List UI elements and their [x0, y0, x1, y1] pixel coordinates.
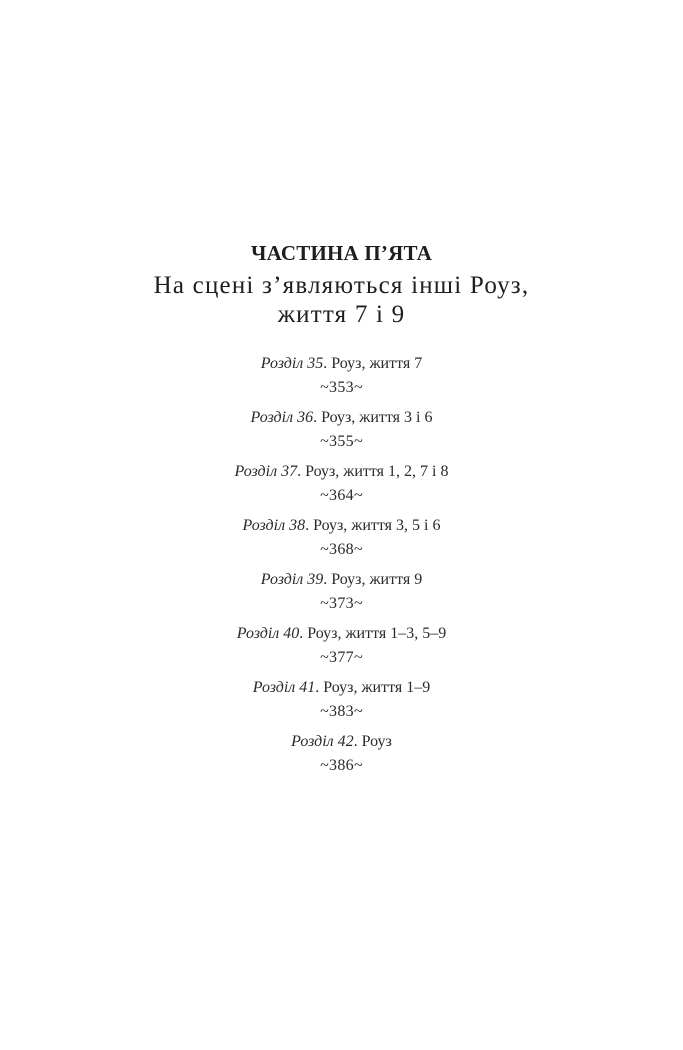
toc-entry-line: Розділ 37. Роуз, життя 1, 2, 7 і 8 — [234, 463, 449, 480]
chapter-description: Роуз, життя 9 — [331, 571, 423, 588]
chapter-label: Розділ 37 — [234, 463, 298, 480]
part-label: ЧАСТИНА П’ЯТА — [250, 241, 432, 265]
part-title — [0, 271, 683, 329]
toc-entry-38[interactable] — [0, 514, 683, 568]
toc-entry-line: Розділ 38. Роуз, життя 3, 5 і 6 — [242, 517, 441, 534]
toc-entry-line: Розділ 36. Роуз, життя 3 і 6 — [250, 409, 433, 426]
chapter-label: Розділ 35 — [260, 355, 324, 372]
toc-entry-41[interactable] — [0, 676, 683, 730]
toc-entry-line: Розділ 39. Роуз, життя 9 — [260, 571, 423, 588]
page-number: ~377~ — [320, 649, 363, 666]
chapter-description: Роуз, життя 3 і 6 — [321, 409, 433, 426]
chapter-description: Роуз, життя 3, 5 і 6 — [313, 517, 441, 534]
chapter-label: Розділ 41 — [252, 679, 316, 696]
page-number: ~355~ — [320, 433, 363, 450]
page-number: ~368~ — [320, 541, 363, 558]
chapter-description: Роуз, життя 1, 2, 7 і 8 — [305, 463, 449, 480]
page-number: ~353~ — [320, 379, 363, 396]
toc-entry-39[interactable] — [0, 568, 683, 622]
table-of-contents — [0, 352, 683, 784]
chapter-label: Розділ 38 — [242, 517, 306, 534]
toc-entry-line: Розділ 41. Роуз, життя 1–9 — [252, 679, 431, 696]
part-title-line: На сцені з’являються інші Роуз, — [153, 272, 530, 299]
toc-entry-line: Розділ 42. Роуз — [291, 733, 392, 750]
toc-entry-40[interactable] — [0, 622, 683, 676]
toc-entry-line: Розділ 40. Роуз, життя 1–3, 5–9 — [236, 625, 447, 642]
chapter-description: Роуз, життя 1–9 — [323, 679, 431, 696]
toc-entry-35[interactable] — [0, 352, 683, 406]
page-number: ~386~ — [320, 757, 363, 774]
chapter-label: Розділ 39 — [260, 571, 324, 588]
toc-entry-line: Розділ 35. Роуз, життя 7 — [260, 355, 423, 372]
toc-entry-37[interactable] — [0, 460, 683, 514]
chapter-description: Роуз, життя 1–3, 5–9 — [307, 625, 447, 642]
page-number: ~364~ — [320, 487, 363, 504]
page-number: ~373~ — [320, 595, 363, 612]
chapter-description: Роуз, життя 7 — [331, 355, 423, 372]
part-title-line: життя 7 і 9 — [277, 301, 406, 328]
toc-entry-36[interactable] — [0, 406, 683, 460]
chapter-label: Розділ 42 — [291, 733, 354, 750]
chapter-description: Роуз — [361, 733, 392, 750]
chapter-label: Розділ 40 — [236, 625, 300, 642]
chapter-label: Розділ 36 — [250, 409, 314, 426]
page-number: ~383~ — [320, 703, 363, 720]
toc-entry-42[interactable] — [0, 730, 683, 784]
